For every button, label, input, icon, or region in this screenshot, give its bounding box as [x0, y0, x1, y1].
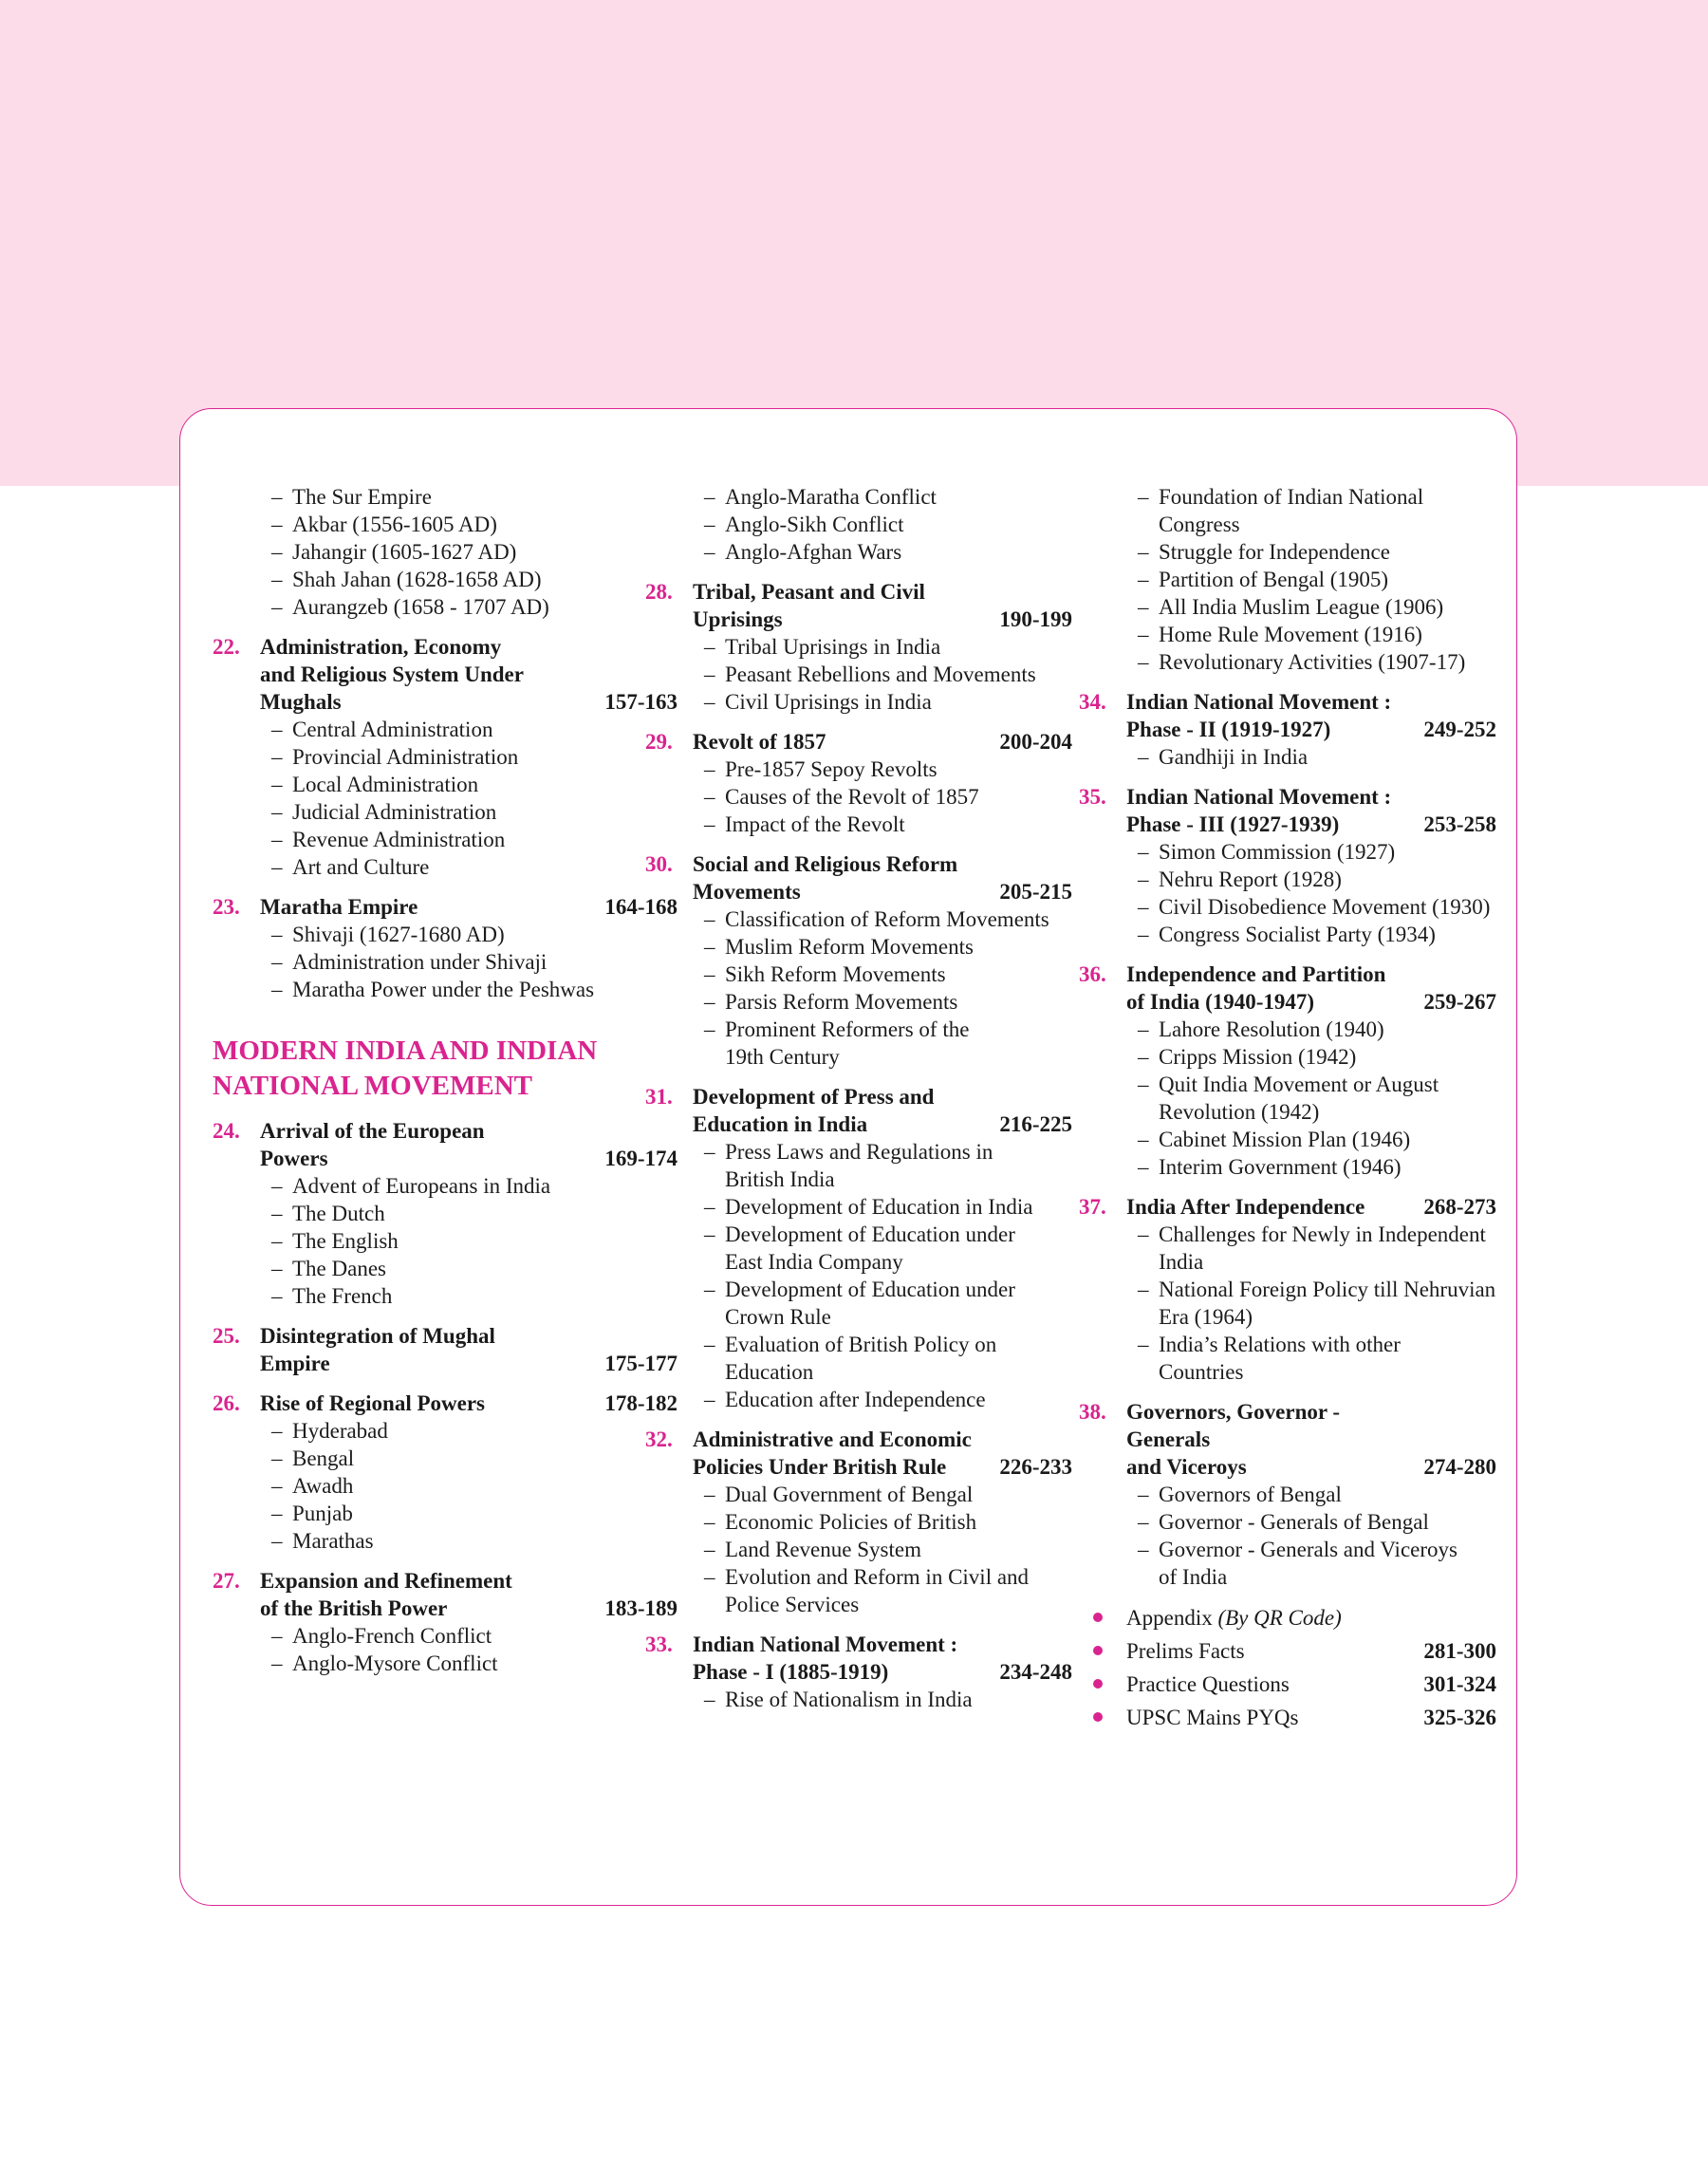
chapter-34[interactable]: [1079, 688, 1496, 743]
chapter-title-line: Powers: [260, 1147, 328, 1170]
page-range: 234-248: [999, 1660, 1072, 1684]
chapter-29[interactable]: [645, 728, 1072, 756]
chapter-title-line: Empire: [260, 1352, 330, 1375]
chapter-title-line: Social and Religious Reform: [693, 852, 958, 876]
topic-line: – Development of Education under: [725, 1278, 1015, 1301]
topic-item[interactable]: – Punjab: [213, 1500, 678, 1527]
topic-item[interactable]: – Anglo-Afghan Wars: [645, 538, 1072, 566]
chapter-title-line: Indian National Movement :: [1126, 690, 1392, 714]
topic-line: – Press Laws and Regulations in: [725, 1140, 993, 1164]
topic-item[interactable]: [1079, 1276, 1496, 1331]
chapter-number: 37.: [1079, 1195, 1106, 1219]
topic-line: – India’s Relations with other: [1159, 1333, 1401, 1356]
topic-item[interactable]: – Causes of the Revolt of 1857: [645, 783, 1072, 811]
chapter-title-line: Development of Press and: [693, 1085, 935, 1109]
appendix-item[interactable]: [1079, 1604, 1496, 1632]
topic-item[interactable]: [645, 1138, 1072, 1193]
topic-item[interactable]: – Parsis Reform Movements: [645, 988, 1072, 1016]
topic-line: – Evaluation of British Policy on: [725, 1333, 997, 1356]
topic-item[interactable]: – Classification of Reform Movements: [645, 905, 1072, 933]
chapter-24[interactable]: [213, 1117, 678, 1172]
page-range: 216-225: [999, 1112, 1072, 1136]
practice-questions-item[interactable]: [1079, 1670, 1496, 1698]
chapter-title-line: Independence and Partition: [1126, 962, 1386, 986]
contents-column-3: [1079, 483, 1496, 1731]
chapter-25[interactable]: [213, 1322, 678, 1377]
chapter-number: 28.: [645, 580, 673, 604]
topic-line: Revolution (1942): [1159, 1100, 1320, 1124]
topic-item[interactable]: – Anglo-Mysore Conflict: [213, 1650, 678, 1677]
topic-item[interactable]: – Congress Socialist Party (1934): [1079, 921, 1496, 948]
chapter-22[interactable]: [213, 633, 678, 716]
topic-item[interactable]: – Home Rule Movement (1916): [1079, 621, 1496, 648]
topic-line: Congress: [1159, 513, 1240, 536]
upsc-mains-pyqs-item[interactable]: [1079, 1704, 1496, 1731]
topic-item[interactable]: – Revolutionary Activities (1907-17): [1079, 648, 1496, 676]
page-range: 169-174: [604, 1147, 678, 1170]
page-range: 226-233: [999, 1455, 1072, 1479]
chapter-title-line: Administrative and Economic: [693, 1427, 972, 1451]
topic-item[interactable]: – Shah Jahan (1628-1658 AD): [213, 566, 678, 593]
topic-item[interactable]: – Art and Culture: [213, 853, 678, 881]
bullet-icon: [1093, 1679, 1103, 1689]
chapter-title-line: Revolt of 1857: [693, 730, 826, 754]
topic-item[interactable]: – The Danes: [213, 1255, 678, 1282]
topic-item[interactable]: [645, 1221, 1072, 1276]
chapter-number: 29.: [645, 730, 673, 754]
topic-item[interactable]: – The French: [213, 1282, 678, 1310]
chapter-33[interactable]: [645, 1631, 1072, 1686]
appendix-note: (By QR Code): [1217, 1606, 1342, 1630]
topic-item[interactable]: – Governor - Generals of Bengal: [1079, 1508, 1496, 1536]
topic-item[interactable]: [1079, 1331, 1496, 1386]
topic-line: Education: [725, 1360, 814, 1384]
topic-line: – Quit India Movement or August: [1159, 1073, 1439, 1096]
bullet-label: Prelims Facts: [1126, 1639, 1245, 1663]
topic-line: 19th Century: [725, 1045, 840, 1069]
topic-item[interactable]: – Revenue Administration: [213, 826, 678, 853]
chapter-37[interactable]: [1079, 1193, 1496, 1221]
chapter-23[interactable]: [213, 893, 678, 921]
topic-item[interactable]: – Local Administration: [213, 771, 678, 798]
chapter-title-line: Education in India: [693, 1112, 868, 1136]
bullet-icon: [1093, 1712, 1103, 1722]
chapter-title-line: of India (1940-1947): [1126, 990, 1315, 1014]
page-range: 164-168: [604, 895, 678, 919]
topic-item[interactable]: – Shivaji (1627-1680 AD): [213, 921, 678, 948]
chapter-number: 34.: [1079, 690, 1106, 714]
topic-item[interactable]: – Dual Government of Bengal: [645, 1481, 1072, 1508]
chapter-36[interactable]: [1079, 961, 1496, 1016]
topic-item[interactable]: – Land Revenue System: [645, 1536, 1072, 1563]
page-range: 205-215: [999, 880, 1072, 904]
topic-item[interactable]: – Anglo-Maratha Conflict: [645, 483, 1072, 511]
topic-line: East India Company: [725, 1250, 903, 1274]
topic-item[interactable]: [1079, 1071, 1496, 1126]
chapter-title-line: Indian National Movement :: [1126, 785, 1392, 809]
topic-line: Era (1964): [1159, 1305, 1253, 1329]
topic-item[interactable]: – Akbar (1556-1605 AD): [213, 511, 678, 538]
chapter-title-line: Rise of Regional Powers: [260, 1391, 485, 1415]
contents-column-2: [645, 483, 1072, 1713]
topic-item[interactable]: [1079, 1221, 1496, 1276]
chapter-title-line: of the British Power: [260, 1596, 448, 1620]
chapter-number: 38.: [1079, 1400, 1106, 1424]
topic-item[interactable]: – Anglo-Sikh Conflict: [645, 511, 1072, 538]
topic-item[interactable]: – Pre-1857 Sepoy Revolts: [645, 756, 1072, 783]
topic-line: – Prominent Reformers of the: [725, 1017, 970, 1041]
topic-item[interactable]: [1079, 1536, 1496, 1591]
page-range: 301-324: [1423, 1672, 1496, 1696]
topic-item[interactable]: – Civil Uprisings in India: [645, 688, 1072, 716]
page-range: 249-252: [1423, 718, 1496, 741]
topic-line: British India: [725, 1167, 835, 1191]
topic-item[interactable]: – The English: [213, 1227, 678, 1255]
page-range: 259-267: [1423, 990, 1496, 1014]
chapter-number: 35.: [1079, 785, 1106, 809]
chapter-35[interactable]: [1079, 783, 1496, 838]
topic-item[interactable]: – Aurangzeb (1658 - 1707 AD): [213, 593, 678, 621]
chapter-number: 25.: [213, 1324, 240, 1348]
topic-item[interactable]: – Awadh: [213, 1472, 678, 1500]
topic-item[interactable]: – Nehru Report (1928): [1079, 866, 1496, 893]
chapter-31[interactable]: [645, 1083, 1072, 1138]
bullet-icon: [1093, 1646, 1103, 1655]
topic-item[interactable]: – Provincial Administration: [213, 743, 678, 771]
topic-line: Crown Rule: [725, 1305, 831, 1329]
topic-item[interactable]: [1079, 483, 1496, 538]
topic-line: – Challenges for Newly in Independent: [1159, 1222, 1486, 1246]
prelims-facts-item[interactable]: [1079, 1637, 1496, 1665]
chapter-38[interactable]: [1079, 1398, 1496, 1481]
page-range: 281-300: [1423, 1639, 1496, 1663]
chapter-title-line: Disintegration of Mughal: [260, 1324, 495, 1348]
chapter-title-line: and Viceroys: [1126, 1455, 1247, 1479]
topic-line: – National Foreign Policy till Nehruvian: [1159, 1278, 1496, 1301]
topic-item[interactable]: – Partition of Bengal (1905): [1079, 566, 1496, 593]
topic-item[interactable]: – Simon Commission (1927): [1079, 838, 1496, 866]
topic-item[interactable]: – Judicial Administration: [213, 798, 678, 826]
topic-item[interactable]: [645, 1563, 1072, 1618]
topic-item[interactable]: – Gandhiji in India: [1079, 743, 1496, 771]
chapter-32[interactable]: [645, 1426, 1072, 1481]
chapter-title-line: Phase - III (1927-1939): [1126, 812, 1340, 836]
chapter-title-line: Governors, Governor - Generals: [1126, 1400, 1341, 1451]
chapter-number: 27.: [213, 1569, 240, 1593]
topic-item[interactable]: – Marathas: [213, 1527, 678, 1555]
page-range: 253-258: [1423, 812, 1496, 836]
topic-item[interactable]: [645, 1331, 1072, 1386]
topic-item[interactable]: – Impact of the Revolt: [645, 811, 1072, 838]
topic-item[interactable]: – Lahore Resolution (1940): [1079, 1016, 1496, 1043]
chapter-number: 30.: [645, 852, 673, 876]
chapter-title-line: Maratha Empire: [260, 895, 418, 919]
page-range: 200-204: [999, 730, 1072, 754]
chapter-title-line: Movements: [693, 880, 801, 904]
chapter-number: 31.: [645, 1085, 673, 1109]
chapter-title-line: Indian National Movement :: [693, 1633, 958, 1656]
chapter-number: 33.: [645, 1633, 673, 1656]
topic-item[interactable]: – Muslim Reform Movements: [645, 933, 1072, 961]
chapter-number: 36.: [1079, 962, 1106, 986]
topic-line: – Development of Education under: [725, 1222, 1015, 1246]
topic-item[interactable]: – Administration under Shivaji: [213, 948, 678, 976]
topic-item[interactable]: – All India Muslim League (1906): [1079, 593, 1496, 621]
topic-item[interactable]: – Rise of Nationalism in India: [645, 1686, 1072, 1713]
topic-item[interactable]: – Maratha Power under the Peshwas: [213, 976, 678, 1003]
topic-item[interactable]: [645, 1016, 1072, 1071]
topic-item[interactable]: – Central Administration: [213, 716, 678, 743]
appendix-label: Appendix: [1126, 1606, 1213, 1630]
topic-line: – Governor - Generals and Viceroys: [1159, 1538, 1457, 1561]
chapter-title-line: Phase - I (1885-1919): [693, 1660, 889, 1684]
topic-line: Police Services: [725, 1593, 860, 1616]
bullet-label: Practice Questions: [1126, 1672, 1290, 1696]
chapter-number: 22.: [213, 635, 240, 659]
topic-item[interactable]: – Development of Education in India: [645, 1193, 1072, 1221]
topic-line: – Foundation of Indian National: [1159, 485, 1424, 509]
topic-item[interactable]: – Education after Independence: [645, 1386, 1072, 1413]
topic-item[interactable]: – The Dutch: [213, 1200, 678, 1227]
chapter-title-line: Policies Under British Rule: [693, 1455, 947, 1479]
topic-line: – Evolution and Reform in Civil and: [725, 1565, 1030, 1589]
topic-item[interactable]: – Cripps Mission (1942): [1079, 1043, 1496, 1071]
section-heading-line: NATIONAL MOVEMENT: [213, 1071, 533, 1101]
page-range: 274-280: [1423, 1455, 1496, 1479]
topic-item[interactable]: – Jahangir (1605-1627 AD): [213, 538, 678, 566]
bullet-icon: [1093, 1613, 1103, 1622]
chapter-title-line: Expansion and Refinement: [260, 1569, 512, 1593]
chapter-28[interactable]: [645, 578, 1072, 633]
topic-item[interactable]: – Advent of Europeans in India: [213, 1172, 678, 1200]
topic-item[interactable]: – Economic Policies of British: [645, 1508, 1072, 1536]
chapter-title-line: Mughals: [260, 690, 342, 714]
topic-item[interactable]: – Cabinet Mission Plan (1946): [1079, 1126, 1496, 1153]
chapter-title-line: India After Independence: [1126, 1195, 1365, 1219]
topic-item[interactable]: – Hyderabad: [213, 1417, 678, 1445]
topic-item[interactable]: – Tribal Uprisings in India: [645, 633, 1072, 661]
bullet-label: UPSC Mains PYQs: [1126, 1706, 1299, 1729]
page-range: 157-163: [604, 690, 678, 714]
topic-item[interactable]: [645, 1276, 1072, 1331]
page-range: 183-189: [604, 1596, 678, 1620]
topic-line: India: [1159, 1250, 1204, 1274]
topic-item[interactable]: – Anglo-French Conflict: [213, 1622, 678, 1650]
page-range: 178-182: [604, 1391, 678, 1415]
chapter-27[interactable]: [213, 1567, 678, 1622]
topic-line: of India: [1159, 1565, 1228, 1589]
chapter-number: 26.: [213, 1391, 240, 1415]
topic-line: Countries: [1159, 1360, 1244, 1384]
page-range: 190-199: [999, 607, 1072, 631]
page-range: 325-326: [1423, 1706, 1496, 1729]
section-heading: [213, 1034, 678, 1104]
chapter-number: 23.: [213, 895, 240, 919]
section-heading-line: MODERN INDIA AND INDIAN: [213, 1036, 598, 1066]
chapter-number: 32.: [645, 1427, 673, 1451]
chapter-title-line: Tribal, Peasant and Civil: [693, 580, 925, 604]
topic-item[interactable]: – Struggle for Independence: [1079, 538, 1496, 566]
chapter-26[interactable]: [213, 1390, 678, 1417]
chapter-number: 24.: [213, 1119, 240, 1143]
chapter-title-line: and Religious System Under: [260, 662, 524, 686]
chapter-title-line: Uprisings: [693, 607, 783, 631]
contents-panel: [179, 408, 1517, 1906]
chapter-30[interactable]: [645, 850, 1072, 905]
page-range: 175-177: [604, 1352, 678, 1375]
chapter-title-line: Arrival of the European: [260, 1119, 485, 1143]
contents-column-1: [213, 483, 678, 1677]
topic-item[interactable]: – Peasant Rebellions and Movements: [645, 661, 1072, 688]
topic-item[interactable]: – Bengal: [213, 1445, 678, 1472]
chapter-title-line: Phase - II (1919-1927): [1126, 718, 1331, 741]
topic-item[interactable]: – Governors of Bengal: [1079, 1481, 1496, 1508]
topic-item[interactable]: – Sikh Reform Movements: [645, 961, 1072, 988]
topic-item[interactable]: – Interim Government (1946): [1079, 1153, 1496, 1181]
topic-item[interactable]: – The Sur Empire: [213, 483, 678, 511]
chapter-title-line: Administration, Economy: [260, 635, 502, 659]
page-range: 268-273: [1423, 1195, 1496, 1219]
topic-item[interactable]: – Civil Disobedience Movement (1930): [1079, 893, 1496, 921]
